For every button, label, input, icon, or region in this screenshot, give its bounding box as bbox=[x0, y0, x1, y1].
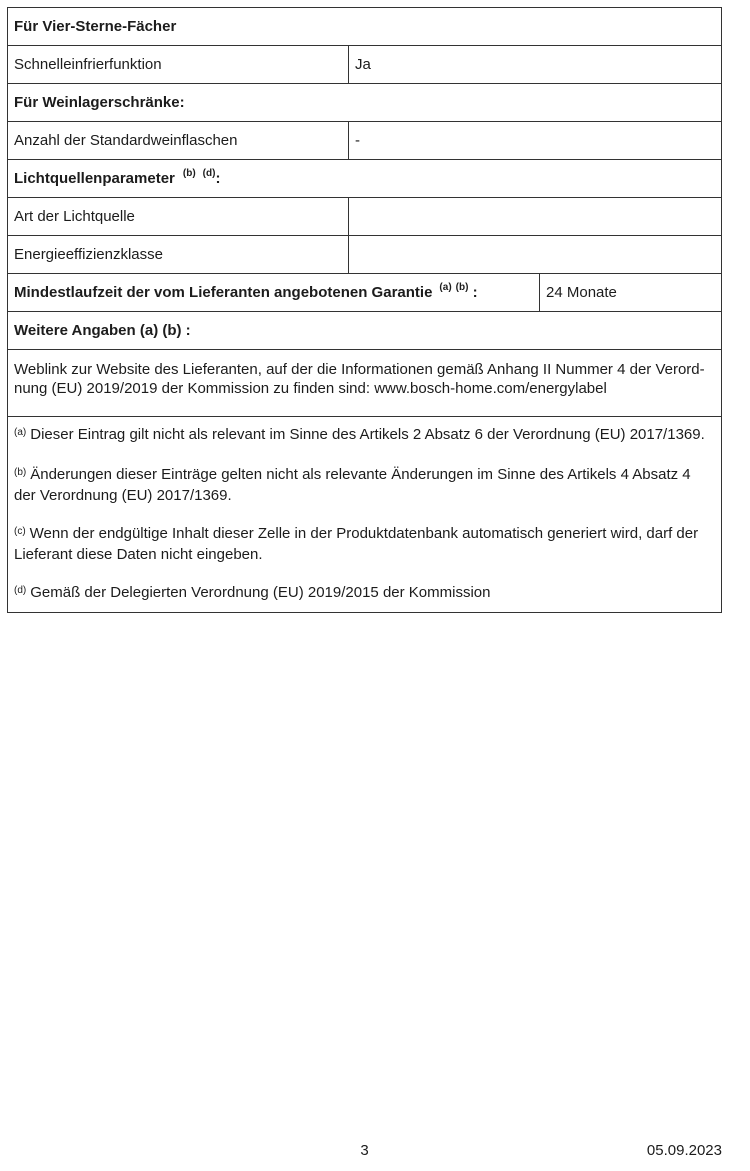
footnote-a bbox=[14, 425, 715, 446]
row-value-cell bbox=[349, 122, 721, 159]
row-art-der-lichtquelle bbox=[8, 198, 721, 236]
section-header bbox=[8, 160, 721, 197]
footnote-d-marker: (d) bbox=[14, 585, 27, 596]
section-header-label: Für Vier-Sterne-Fächer bbox=[14, 18, 177, 35]
footnote-a-text: Dieser Eintrag gilt nicht als relevant im Sinne des Artikels 2 Absatz 6 der Verordnung (EU) 2017/1369. bbox=[30, 426, 705, 443]
footnote-d bbox=[14, 583, 715, 604]
row-value: Ja bbox=[355, 56, 371, 73]
footnote-a-marker: (a) bbox=[14, 427, 27, 438]
section-header-label: Lichtquellenparameter bbox=[14, 170, 175, 187]
footnote-ref-b: (b) bbox=[455, 282, 469, 293]
row-value-cell bbox=[540, 274, 721, 311]
section-header bbox=[8, 8, 721, 45]
row-label-cell bbox=[8, 122, 349, 159]
section-header-label: Weitere Angaben (a) (b) : bbox=[14, 322, 191, 339]
page-number: 3 bbox=[360, 1142, 369, 1159]
footnote-ref-d: (d) bbox=[202, 168, 216, 179]
section-header-suffix: : bbox=[215, 170, 221, 187]
row-label-cell bbox=[8, 274, 540, 311]
row-weblink bbox=[8, 350, 721, 417]
row-weitere-angaben-header bbox=[8, 312, 721, 350]
row-label-cell bbox=[8, 46, 349, 83]
row-footnotes bbox=[8, 417, 721, 612]
row-label: Schnelleinfrierfunktion bbox=[14, 56, 162, 73]
footer-date: 05.09.2023 bbox=[646, 1142, 722, 1159]
row-value-cell bbox=[349, 236, 721, 273]
page-footer bbox=[7, 1142, 722, 1162]
row-value: - bbox=[355, 132, 360, 149]
row-label-cell bbox=[8, 198, 349, 235]
section-header bbox=[8, 84, 721, 121]
footnote-b bbox=[14, 465, 715, 505]
row-label-cell bbox=[8, 236, 349, 273]
row-label: Energieeffizienzklasse bbox=[14, 246, 163, 263]
row-energieeffizienzklasse bbox=[8, 236, 721, 274]
footnote-c bbox=[14, 524, 715, 564]
footnote-b-text: Änderungen dieser Einträge gelten nicht als relevante Änderungen im Sinne des Artikels 4 Absatz 4 der Verordnung (EU) 2017/1369. bbox=[14, 466, 691, 504]
section-header bbox=[8, 312, 721, 349]
row-weinlagerschraenke-header bbox=[8, 84, 721, 122]
row-lichtquellenparameter-header bbox=[8, 160, 721, 198]
row-schnelleinfrierfunktion bbox=[8, 46, 721, 84]
footnote-ref-b: (b) bbox=[182, 168, 196, 179]
product-info-table bbox=[7, 7, 722, 613]
row-label: Anzahl der Standardweinflaschen bbox=[14, 132, 238, 149]
footnote-ref-a: (a) bbox=[439, 282, 452, 293]
row-label: Mindestlaufzeit der vom Lieferanten angebotenen Garantie bbox=[14, 284, 433, 301]
row-label-suffix: : bbox=[468, 284, 478, 301]
row-value-cell bbox=[349, 198, 721, 235]
row-standardweinflaschen bbox=[8, 122, 721, 160]
footnote-c-marker: (c) bbox=[14, 526, 26, 537]
row-vier-sterne-header bbox=[8, 8, 721, 46]
weblink-text: Weblink zur Website des Lieferanten, auf der die Informationen gemäß Anhang II Nummer 4 der Verordnung (EU) 2019/2019 der Kommission zu finden sind: www.bosch-home.com/energylabel bbox=[14, 361, 705, 397]
footnote-c-text: Wenn der endgültige Inhalt dieser Zelle in der Produktdatenbank automatisch generiert wird, darf der Lieferant diese Daten nicht eingeben. bbox=[14, 525, 699, 563]
row-value: 24 Monate bbox=[546, 284, 617, 301]
footnote-b-marker: (b) bbox=[14, 467, 27, 478]
footnote-d-text: Gemäß der Delegierten Verordnung (EU) 2019/2015 der Kommission bbox=[30, 584, 491, 601]
row-value-cell bbox=[349, 46, 721, 83]
section-header-label: Für Weinlagerschränke: bbox=[14, 94, 185, 111]
row-garantie bbox=[8, 274, 721, 312]
row-label: Art der Lichtquelle bbox=[14, 208, 135, 225]
